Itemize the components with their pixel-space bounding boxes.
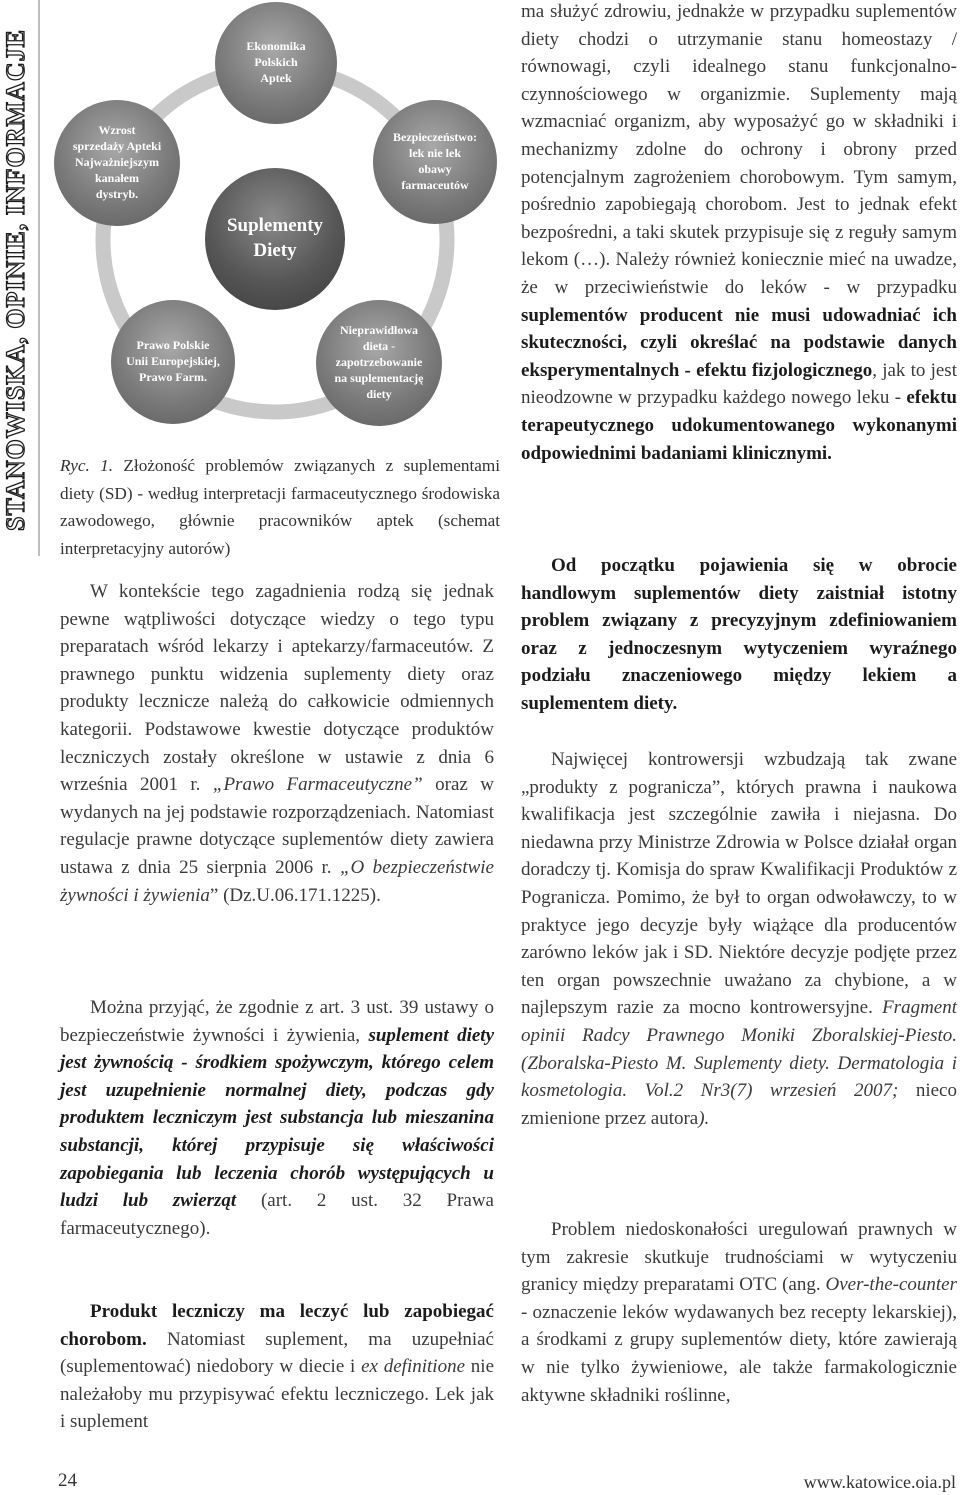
section-title: STANOWISKA, OPINIE, INFORMACJE [1,29,30,531]
diagram-center-node: Suplementy Diety [205,168,345,310]
left-paragraph-2: Można przyjąć, że zgodnie z art. 3 ust. 39 ustawy o bezpieczeństwie żywności i żywienia, suplement diety jest żywnością - środkiem spożywczym, którego celem jest uzupełnienie normalnej diety, podczas gdy produktem leczniczym jest substancja lub mieszanina substancji, której przypisuje się właściwości zapobiegania lub leczenia chorób występujących u ludzi lub zwierząt (art. 2 ust. 32 Prawa farmaceutycznego). [60,997,495,1239]
left-paragraph-1: W kontekście tego zagadnienia rodzą się jednak pewne wątpliwości dotyczące wiedzy o tego typu preparatach wśród lekarzy i aptekarzy/farmaceutów. Z prawnego punktu widzenia suplementy diety oraz produkty lecznicze należą do całkowicie odmiennych kategorii. Podstawowe kwestie dotyczące produktów leczniczych zostały określone w ustawie z dnia 6 września 2001 r. „Prawo Farmaceutyczne” oraz w wydanych na jej podstawie rozporządzeniach. Natomiast regulacje prawne dotyczące suplementów diety zawiera ustawa z dnia 25 sierpnia 2006 r. „O bezpieczeństwie żywności i żywienia” (Dz.U.06.171.1225). [60,581,494,906]
left-paragraph-3: Produkt leczniczy ma leczyć lub zapobiegać chorobom. Natomiast suplement, ma uzupełniać (suplementować) niedobory w diecie i ex definitione nie należałoby mu przypisywać efektu leczniczego. Lek jak i suplement [60,1301,494,1433]
page-number: 24 [58,1470,77,1491]
diagram-node-law: Prawo Polskie Unii Europejskiej, Prawo Farm. [111,300,235,424]
sidebar-divider [38,0,40,556]
right-paragraph-3: Najwięcej kontrowersji wzbudzają tak zwane „produkty z pogranicza”, których prawna i naukowa kwalifikacja jest szczególnie zawiła i niejasna. Do niedawna przy Ministrze Zdrowia w Polsce działał organ doradczy tj. Komisja do spraw Kwalifikacji Produktów z Pogranicza. Pomimo, że był to organ odwoławczy, to w praktyce jego decyzje były wiążące dla producentów zarówno leków jak i SD. Niektóre decyzje podjęte przez ten organ powszechnie uważano za chybione, a w najlepszym razie za mocno kontrowersyjne. Fragment opinii Radcy Prawnego Moniki Zboralskiej-Piesto. (Zboralska-Piesto M. Suplementy diety. Dermatologia i kosmetologia. Vol.2 Nr3(7) wrzesień 2007; nieco zmienione przez autora). [521,749,957,1129]
diagram [48,0,500,440]
right-paragraph-4: Problem niedoskonałości uregulowań prawnych w tym zakresie skutkuje trudnościami w wytyczeniu granicy między preparatami OTC (ang. Over-the-counter - oznaczenie leków wydawanych bez recepty lekarskiej), a środkami z grupy suplementów diety, które zawierają w nie tylko żywieniowe, ale także farmakologicznie aktywne składniki roślinne, [521,1219,957,1406]
right-paragraph-1: ma służyć zdrowiu, jednakże w przypadku suplementów diety chodzi o utrzymanie stanu homeostazy / równowagi, czyli idealnego stanu funkcjonalno-czynnościowego w organizmie. Suplementy mają wzmacniać organizm, aby wyposażyć go w składniki i mechanizmy zdolne do ochrony i obrony przed potencjalnym zagrożeniem chorobowym. Tym samym, pośrednio zapobiegają chorobom. Jest to jednak efekt bezpośredni, a taki skutek przypisuje się z reguły samym lekom (…). Należy również koniecznie mieć na uwadze, że w przeciwieństwie do leków - w przypadku suplementów producent nie musi udowadniać ich skuteczności, czyli określać na podstawie danych eksperymentalnych - efektu fizjologicznego, jak to jest nieodzowne w przypadku każdego nowego leku - efektu terapeutycznego udokumentowanego wykonanymi odpowiednimi badaniami klinicznymi. [521,1,957,464]
figure-caption [60,452,500,562]
right-paragraph-2: Od początku pojawienia się w obrocie handlowym suplementów diety zaistniał istotny problem związany z precyzyjnym zdefiniowaniem oraz z jednoczesnym wytyczeniem wyraźnego podziału znaczeniowego między lekiem a suplementem diety. [521,555,957,714]
diagram-node-diet: Nieprawidłowa dieta - zapotrzebowanie na suplementację diety [316,300,442,426]
diagram-node-economics: Ekonomika Polskich Aptek [215,2,337,124]
diagram-node-sales: Wzrost sprzedaży Apteki Najważniejszym kanałem dystryb. [54,100,180,226]
caption-text: Złożoność problemów związanych z suplementami diety (SD) - według interpretacji farmaceutycznego środowiska zawodowego, głównie pracowników aptek (schemat interpretacyjny autorów) [60,456,501,558]
caption-label: Ryc. 1. [60,456,114,475]
diagram-node-safety: Bezpieczeństwo: lek nie lek obawy farmaceutów [373,100,497,224]
section-sidebar [0,0,32,560]
footer-url[interactable]: www.katowice.oia.pl [803,1472,956,1492]
